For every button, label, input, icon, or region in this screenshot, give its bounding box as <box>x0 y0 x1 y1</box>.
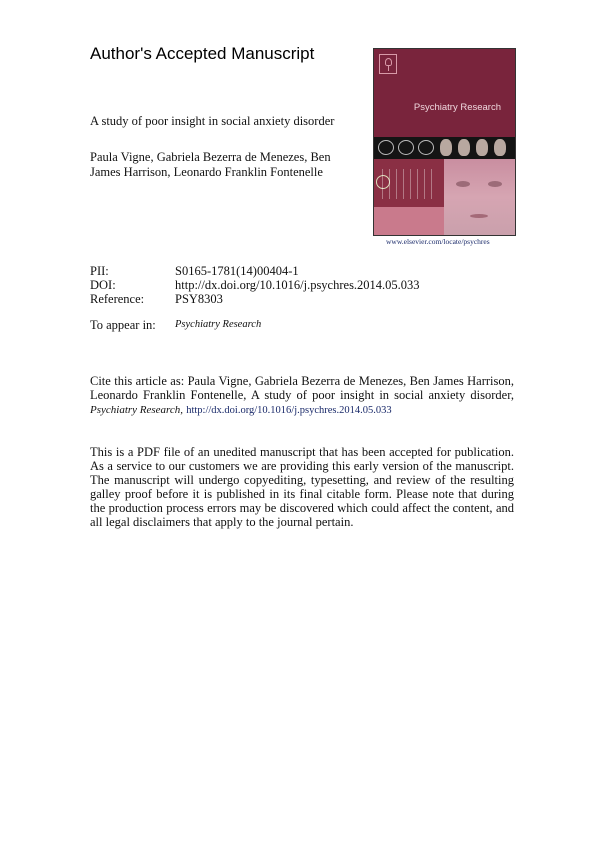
cover-journal-title: Psychiatry Research <box>413 102 501 113</box>
page-heading: Author's Accepted Manuscript <box>90 44 315 63</box>
citation-journal: Psychiatry Research, <box>90 404 184 416</box>
eeg-grid-icon <box>382 169 438 199</box>
reference-label: Reference: <box>90 292 145 306</box>
cover-eeg-panel <box>374 159 444 207</box>
article-title: A study of poor insight in social anxiety disorder <box>90 114 335 128</box>
doi-label: DOI: <box>90 278 116 292</box>
reference-value: PSY8303 <box>175 292 223 306</box>
face-photo-icon <box>494 139 506 156</box>
face-photo-icon <box>476 139 488 156</box>
citation-paragraph <box>90 374 514 418</box>
disclaimer-paragraph: This is a PDF file of an unedited manuscript that has been accepted for publication. As a service to our customers we are providing this early version of the manuscript. The manuscript will undergo copyediting, typesetting, and review of the resulting galley proof before it is published in its final citable form. Please note that during the production process errors may be discovered which could affect the content, and all legal disclaimers that apply to the journal pertain. <box>90 445 514 529</box>
face-photo-icon <box>458 139 470 156</box>
cover-image-strip <box>374 137 515 159</box>
to-appear-journal: Psychiatry Research <box>175 319 262 330</box>
cover-header <box>374 49 515 137</box>
brain-scan-icon <box>418 140 434 155</box>
face-photo-icon <box>440 139 452 156</box>
elsevier-logo-icon <box>379 54 397 74</box>
mouth-icon <box>470 214 488 218</box>
pii-value: S0165-1781(14)00404-1 <box>175 264 299 278</box>
journal-cover <box>373 48 516 236</box>
pii-label: PII: <box>90 264 109 278</box>
to-appear-label: To appear in: <box>90 318 156 332</box>
doi-link[interactable]: http://dx.doi.org/10.1016/j.psychres.2014.05.033 <box>175 278 420 292</box>
eye-icon <box>456 181 470 187</box>
brain-scan-icon <box>378 140 394 155</box>
article-authors: Paula Vigne, Gabriela Bezerra de Menezes, Ben James Harrison, Leonardo Franklin Fontenelle <box>90 150 331 179</box>
citation-text: Cite this article as: Paula Vigne, Gabriela Bezerra de Menezes, Ben James Harrison, Leonardo Franklin Fontenelle, A study of poor insight in social anxiety disorder, <box>90 374 514 402</box>
cover-pink-panel <box>374 207 444 235</box>
cover-face-image <box>444 159 515 235</box>
brain-scan-icon <box>398 140 414 155</box>
citation-doi-link[interactable]: http://dx.doi.org/10.1016/j.psychres.2014.05.033 <box>186 405 392 416</box>
journal-url-link[interactable]: www.elsevier.com/locate/psychres <box>386 237 490 246</box>
eye-icon <box>488 181 502 187</box>
